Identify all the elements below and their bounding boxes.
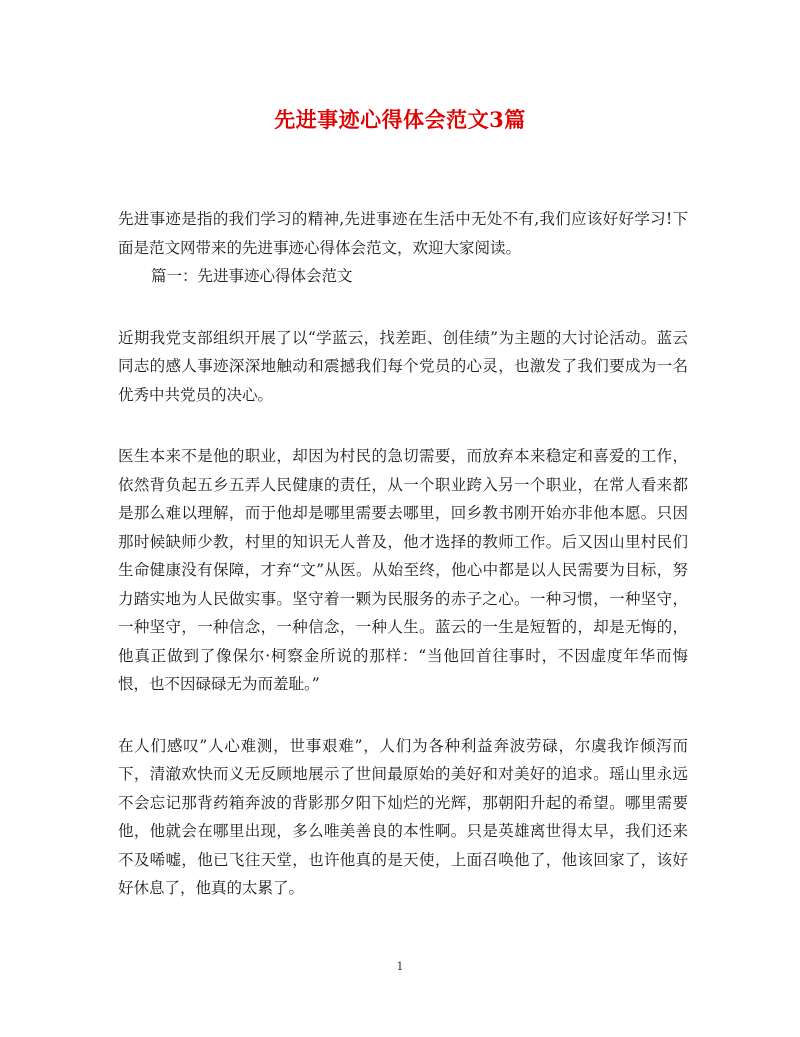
- body-paragraph-1: 近期我党支部组织开展了以“学蓝云，找差距、创佳绩”为主题的大讨论活动。蓝云同志的感人事迹深深地触动和震撼我们每个党员的心灵，也激发了我们要成为一名优秀中共党员的决心。: [118, 328, 688, 404]
- document-title: 先进事迹心得体会范文3篇: [274, 107, 526, 132]
- body-paragraph-3: 在人们感叹”人心难测，世事艰难”，人们为各种利益奔波劳碌，尔虞我诈倾泻而下，清澈欢快而义无反顾地展示了世间最原始的美好和对美好的追求。瑶山里永远不会忘记那背药箱奔波的背影那夕阳下灿烂的光辉，那朝阳升起的希望。哪里需要他，他就会在哪里出现，多么唯美善良的本性啊。只是英雄离世得太早，我们还来不及唏嘘，他已飞往天堂，也许他真的是天使，上面召唤他了，他该回家了，该好好休息了，他真的太累了。: [118, 736, 688, 897]
- body-paragraph-2: 医生本来不是他的职业，却因为村民的急切需要，而放弃本来稳定和喜爱的工作，依然背负起五乡五弄人民健康的责任，从一个职业跨入另一个职业，在常人看来都是那么难以理解，而于他却是哪里需要去哪里，回乡教书刚开始亦非他本愿。只因那时候缺师少教，村里的知识无人普及，他才选择的教师工作。后又因山里村民们生命健康没有保障，才弃“文”从医。从始至终，他心中都是以人民需要为目标，努力踏实地为人民做实事。坚守着一颗为民服务的赤子之心。一种习惯，一种坚守，一种坚守，一种信念，一种信念，一种人生。蓝云的一生是短暂的，却是无悔的，他真正做到了像保尔·柯察金所说的那样：“当他回首往事时，不因虚度年华而悔恨，也不因碌碌无为而羞耻。”: [118, 447, 688, 693]
- paragraph-spacer: [118, 291, 688, 324]
- section-heading: 篇一：先进事迹心得体会范文: [151, 267, 353, 285]
- paragraph-spacer: [118, 409, 688, 442]
- page-number: 1: [396, 960, 404, 973]
- paragraph-spacer: [118, 699, 688, 732]
- intro-paragraph: 先进事迹是指的我们学习的精神,先进事迹在生活中无处不有,我们应该好好学习!下面是范文网带来的先进事迹心得体会范文，欢迎大家阅读。: [118, 210, 688, 257]
- document-body: [118, 205, 688, 903]
